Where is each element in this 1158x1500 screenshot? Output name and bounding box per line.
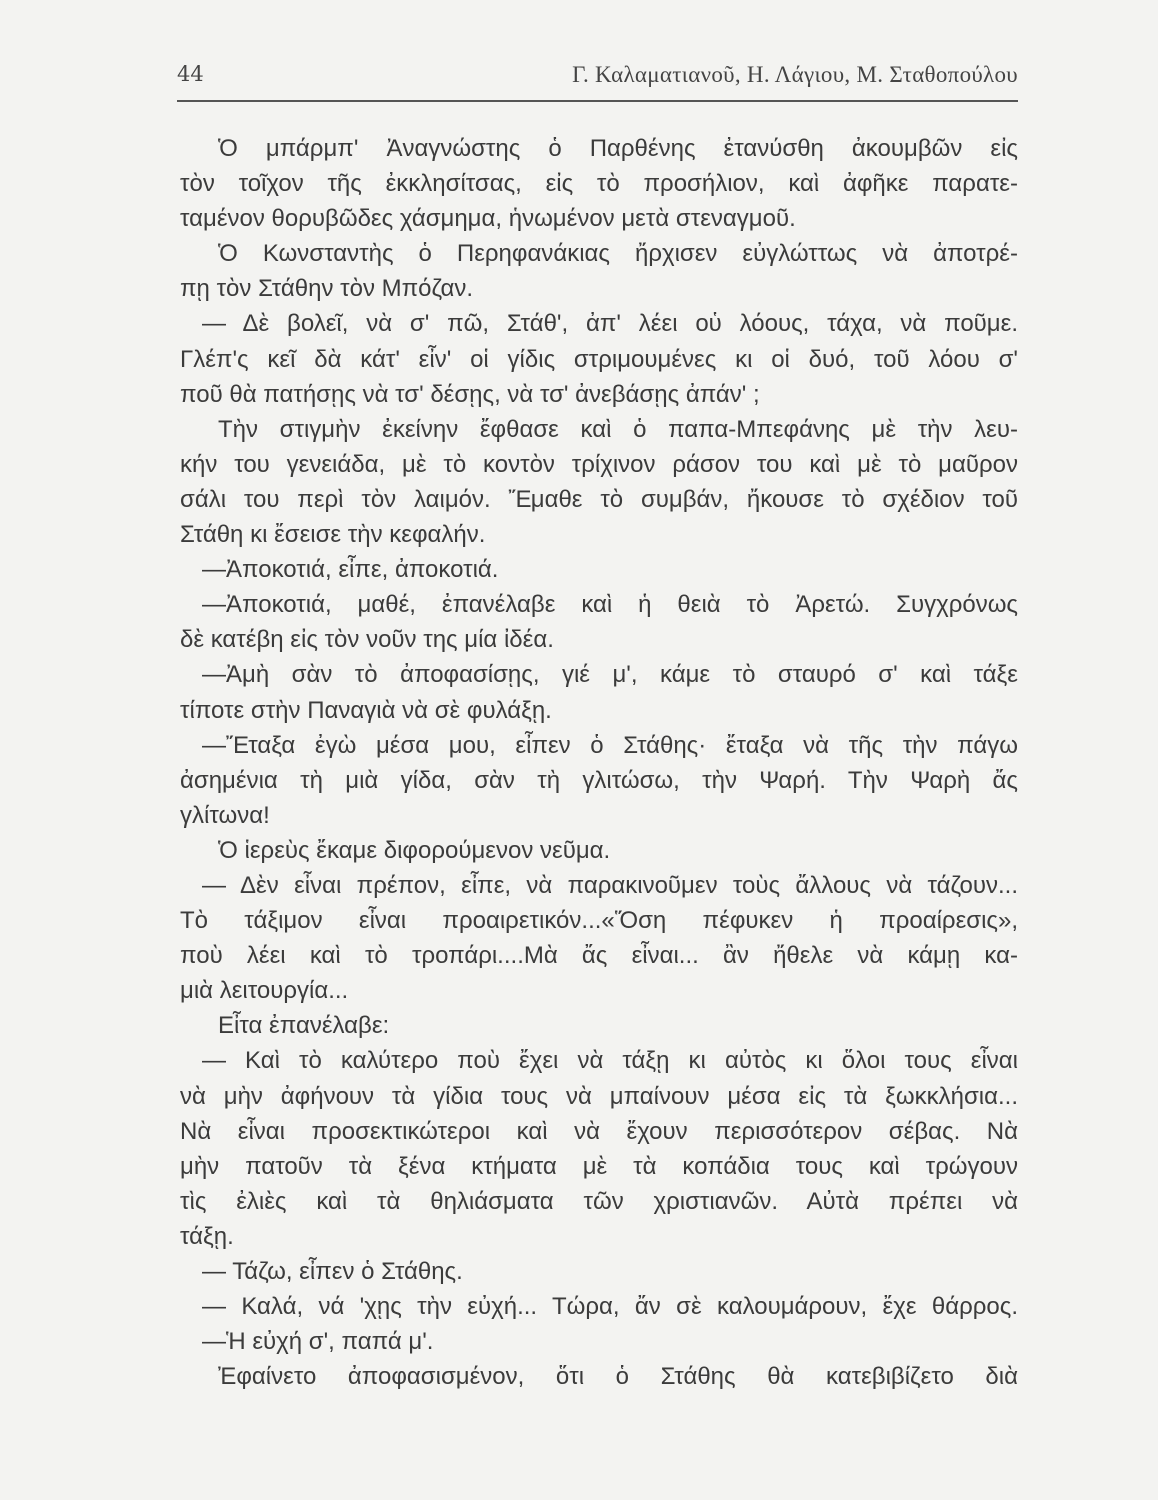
text-line: —Ἔταξα ἐγὼ μέσα μου, εἶπεν ὁ Στάθης· ἔταξα νὰ τῆς τὴν πάγω <box>202 731 1018 759</box>
text-line: τάξῃ. <box>180 1222 234 1250</box>
text-line: γλίτωνα! <box>180 801 270 829</box>
text-line: —Ἀποκοτιά, εἶπε, ἀποκοτιά. <box>202 556 499 584</box>
text-line: Νὰ εἶναι προσεκτικώτεροι καὶ νὰ ἔχουν περισσότερον σέβας. Νὰ <box>180 1117 1018 1145</box>
text-line: —Ἀποκοτιά, μαθέ, ἐπανέλαβε καὶ ἡ θειὰ τὸ Ἀρετώ. Συγχρόνως <box>202 591 1018 619</box>
text-line: Εἶτα ἐπανέλαβε: <box>218 1012 390 1040</box>
text-line: — Καλά, νά 'χῃς τὴν εὐχή... Τώρα, ἄν σὲ καλουμάρουν, ἔχε θάρρος. <box>202 1293 1018 1321</box>
text-line: μὴν πατοῦν τὰ ξένα κτήματα μὲ τὰ κοπάδια τους καὶ τρώγουν <box>180 1152 1018 1180</box>
text-line: ποὺ λέει καὶ τὸ τροπάρι....Μὰ ἄς εἶναι... ἂν ἤθελε νὰ κάμῃ κα- <box>180 942 1018 970</box>
text-line: — Τάζω, εἶπεν ὁ Στάθης. <box>202 1258 463 1285</box>
text-line: Ὁ μπάρμπ' Ἀναγνώστης ὁ Παρθένης ἐτανύσθη ἀκουμβῶν εἰς <box>218 135 1018 162</box>
body-text <box>180 131 1018 1394</box>
text-line: νὰ μὴν ἀφήνουν τὰ γίδια τους νὰ μπαίνουν μέσα εἰς τὰ ξωκκλήσια... <box>180 1082 1018 1110</box>
text-line: δὲ κατέβη εἰς τὸν νοῦν της μία ἰδέα. <box>180 626 554 654</box>
text-line: ταμένον θορυβῶδες χάσμημα, ἡνωμένον μετὰ στεναγμοῦ. <box>180 205 796 233</box>
text-line: τὸν τοῖχον τῆς ἐκκλησίτσας, εἰς τὸ προσήλιον, καὶ ἀφῆκε παρατε- <box>180 170 1018 198</box>
running-header-authors: Γ. Καλαματιανοῦ, Η. Λάγιου, Μ. Σταθοπούλου <box>572 62 1018 87</box>
text-line: Τὸ τάξιμον εἶναι προαιρετικόν...«Ὅση πέφυκεν ἡ προαίρεσις», <box>180 907 1018 935</box>
text-line: σάλι του περὶ τὸν λαιμόν. Ἔμαθε τὸ συμβάν, ἤκουσε τὸ σχέδιον τοῦ <box>180 485 1018 513</box>
text-line: τὶς ἐλιὲς καὶ τὰ θηλιάσματα τῶν χριστιανῶν. Αὐτὰ πρέπει νὰ <box>180 1187 1018 1215</box>
text-line: κήν του γενειάδα, μὲ τὸ κοντὸν τρίχινον ράσον του καὶ μὲ τὸ μαῦρον <box>180 450 1018 478</box>
text-line: —Ἀμὴ σὰν τὸ ἀποφασίσῃς, γιέ μ', κάμε τὸ σταυρό σ' καὶ τάξε <box>202 661 1018 689</box>
text-line: — Δὲ βολεῖ, νὰ σ' πῶ, Στάθ', ἀπ' λέει οὑ λόους, τάχα, νὰ ποῦμε. <box>202 310 1018 338</box>
text-line: — Καὶ τὸ καλύτερο ποὺ ἔχει νὰ τάξῃ κι αὐτὸς κι ὅλοι τους εἶναι <box>202 1047 1018 1075</box>
text-line: Ὁ Κωνσταντὴς ὁ Περηφανάκιας ἤρχισεν εὐγλώττως νὰ ἀποτρέ- <box>218 240 1018 268</box>
text-line: ἀσημένια τὴ μιὰ γίδα, σὰν τὴ γλιτώσω, τὴν Ψαρή. Τὴν Ψαρὴ ἄς <box>180 766 1018 794</box>
text-line: Στάθη κι ἔσεισε τὴν κεφαλήν. <box>180 521 486 549</box>
text-line: Ὁ ἱερεὺς ἔκαμε διφορούμενον νεῦμα. <box>218 836 611 864</box>
text-line: Τὴν στιγμὴν ἐκείνην ἔφθασε καὶ ὁ παπα-Μπεφάνης μὲ τὴν λευ- <box>218 415 1018 443</box>
text-line: Γλέπ'ς κεῖ δὰ κάτ' εἶν' οἱ γίδις στριμουμένες κι οἱ δυό, τοῦ λόου σ' <box>180 345 1018 373</box>
text-line: — Δὲν εἶναι πρέπον, εἶπε, νὰ παρακινοῦμεν τοὺς ἄλλους νὰ τάζουν... <box>202 871 1018 899</box>
page-number: 44 <box>177 62 204 86</box>
text-line: ποῦ θὰ πατήσῃς νὰ τσ' δέσῃς, νὰ τσ' ἀνεβάσῃς ἀπάν' ; <box>180 380 760 408</box>
text-line: πῃ τὸν Στάθην τὸν Μπόζαν. <box>180 275 474 303</box>
header-rule <box>177 100 1018 102</box>
text-line: Ἐφαίνετο ἀποφασισμένον, ὅτι ὁ Στάθης θὰ κατεβιβίζετο διὰ <box>218 1363 1018 1391</box>
text-line: τίποτε στὴν Παναγιὰ νὰ σὲ φυλάξῃ. <box>180 696 552 724</box>
text-line: μιὰ λειτουργία... <box>180 977 349 1005</box>
text-line: —Ἡ εὐχή σ', παπά μ'. <box>202 1328 434 1356</box>
